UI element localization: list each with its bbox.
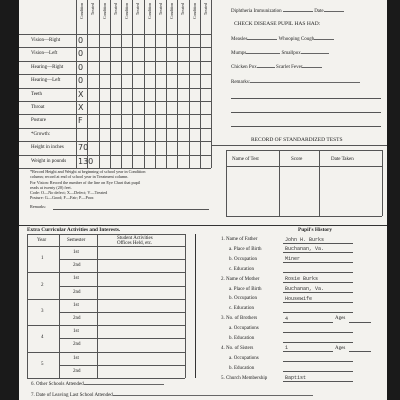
activity-semester: 1st [73, 250, 79, 255]
column-header-treated: Treated [180, 3, 186, 16]
history-label: a. Occupations [229, 326, 259, 332]
health-note-2: column; record at end of school year in Treatment column. [30, 174, 129, 179]
health-note-5: Code: O—No defect; X—Defect; V—Treated [30, 190, 108, 195]
history-value: Baptist [285, 375, 307, 382]
tests-title: RECORD OF STANDARDIZED TESTS [251, 137, 343, 143]
history-value: Housewife [285, 295, 313, 302]
disease-remarks: Remarks: [231, 80, 360, 86]
activities-table [27, 234, 185, 378]
history-label: b. Occupation [229, 256, 258, 262]
history-label: b. Occupation [229, 296, 258, 302]
health-remarks-label: Remarks: [30, 204, 47, 209]
history-label: 5. Church Membership [221, 375, 268, 381]
disease-row-2: Mumps Smallpox [231, 51, 329, 57]
activity-semester: 2nd [73, 263, 81, 269]
disease-row-3: Chicken Pox Scarlet Fever [231, 65, 322, 71]
health-row-mark: 0 [78, 76, 84, 86]
date-leaving: 7. Date of Leaving Last School Attended [31, 393, 313, 399]
health-row-mark: 0 [78, 36, 84, 45]
column-header-treated: Treated [157, 3, 163, 16]
disease-title: CHECK DISEASE PUPIL HAS HAD: [234, 21, 321, 27]
column-header-treated: Treated [112, 3, 118, 16]
activity-year: 3 [41, 309, 44, 314]
column-header-treated: Treated [90, 3, 96, 16]
activities-header-1: Student Activities [117, 236, 153, 241]
column-header-condition: Condition [146, 3, 152, 20]
activity-semester: 2nd [73, 342, 81, 348]
activity-semester: 2nd [73, 316, 81, 321]
health-row-label: Throat [31, 105, 45, 110]
diphtheria-label: Diphtheria Immunization Date [231, 9, 344, 15]
activity-year: 1 [41, 256, 44, 262]
health-row-label: Hearing—Right [31, 64, 64, 70]
history-label: 3. No. of Brothers [221, 316, 258, 322]
history-label: a. Place of Birth [229, 246, 262, 252]
health-note-1: *Record Height and Weight at beginning of school year in Condition [30, 169, 146, 174]
column-header-treated: Treated [202, 3, 208, 16]
health-note-4: reads at twenty (20) feet. [30, 185, 72, 190]
activities-header-2: Offices Held, etc. [117, 241, 153, 246]
history-value: Miner [285, 256, 301, 263]
history-label: 4. No. of Sisters [221, 345, 254, 351]
column-header-condition: Condition [124, 3, 129, 20]
history-label: b. Education [229, 365, 255, 371]
extra-title: Extra Curricular Activities and Interests. [27, 227, 121, 233]
column-header-condition: Condition [79, 3, 84, 20]
history-label: a. Place of Birth [229, 286, 262, 292]
tests-date-header: Date Taken [331, 157, 354, 162]
health-row-label: Teeth [31, 91, 43, 97]
history-label: b. Education [229, 336, 255, 341]
health-row-label: Weight in pounds [31, 158, 67, 164]
tests-score-header: Score [291, 157, 303, 162]
history-value: 1 [285, 345, 289, 352]
health-row-label: Posture [31, 118, 46, 124]
activity-year: 5 [41, 361, 44, 367]
health-row-mark: X [78, 103, 84, 112]
health-row-label: Height in inches [31, 145, 64, 151]
activity-semester: 1st [73, 276, 79, 282]
history-value: Rosie Burks [285, 276, 319, 283]
tests-name-header: Name of Test [232, 157, 259, 162]
pupil-history [201, 235, 387, 385]
history-label: 1. Name of Father [221, 237, 258, 242]
history-value: Buchanan, Va. [285, 246, 325, 253]
column-header-treated: Treated [135, 3, 141, 16]
activity-semester: 1st [73, 355, 79, 361]
health-note-3: For Vision: Record the number of the line on Eye Chart that pupil [30, 180, 141, 185]
history-label: c. Education [229, 306, 254, 312]
history-label: a. Occupations [229, 355, 259, 361]
history-value: John H. Burks [285, 236, 325, 243]
activity-year: 4 [41, 335, 44, 341]
health-row-label: Vision—Right [31, 38, 61, 43]
health-grid [19, 0, 211, 168]
ages-label: Ages [335, 316, 346, 322]
column-header-condition: Condition [101, 3, 107, 20]
activity-semester: 1st [73, 302, 79, 308]
history-value: Buchanan, Va. [285, 286, 325, 292]
disease-row-1: Measles Whooping Cough [231, 37, 334, 43]
record-card [19, 0, 387, 400]
column-header-condition: Condition [191, 3, 197, 20]
history-label: 2. Name of Mother [221, 276, 260, 282]
activity-semester: 1st [73, 329, 79, 335]
health-row-mark: 70 [78, 143, 89, 153]
health-row-mark: 130 [78, 156, 94, 166]
health-note-6: Posture: G—Good; F—Fair; P—Poor. [30, 195, 95, 200]
history-value: 4 [285, 315, 289, 322]
health-row-label: Vision—Left [31, 51, 58, 57]
other-schools: 6. Other Schools Attended [31, 382, 164, 388]
health-row-mark: F [78, 116, 83, 126]
year-header: Year [37, 238, 47, 243]
health-row-mark: 0 [78, 49, 84, 59]
health-row-label: Hearing—Left [31, 78, 61, 84]
activity-semester: 2nd [73, 289, 81, 295]
health-row-mark: X [78, 89, 84, 99]
ages-label: Ages [335, 345, 346, 351]
activity-semester: 2nd [73, 368, 81, 374]
health-row-mark: 0 [78, 62, 84, 72]
semester-header: Semester [67, 238, 86, 243]
column-header-condition: Condition [169, 3, 174, 20]
history-title: Pupil's History [298, 227, 332, 233]
health-row-label: *Growth: [31, 131, 51, 137]
history-label: c. Education [229, 266, 254, 272]
activity-year: 2 [41, 282, 44, 288]
